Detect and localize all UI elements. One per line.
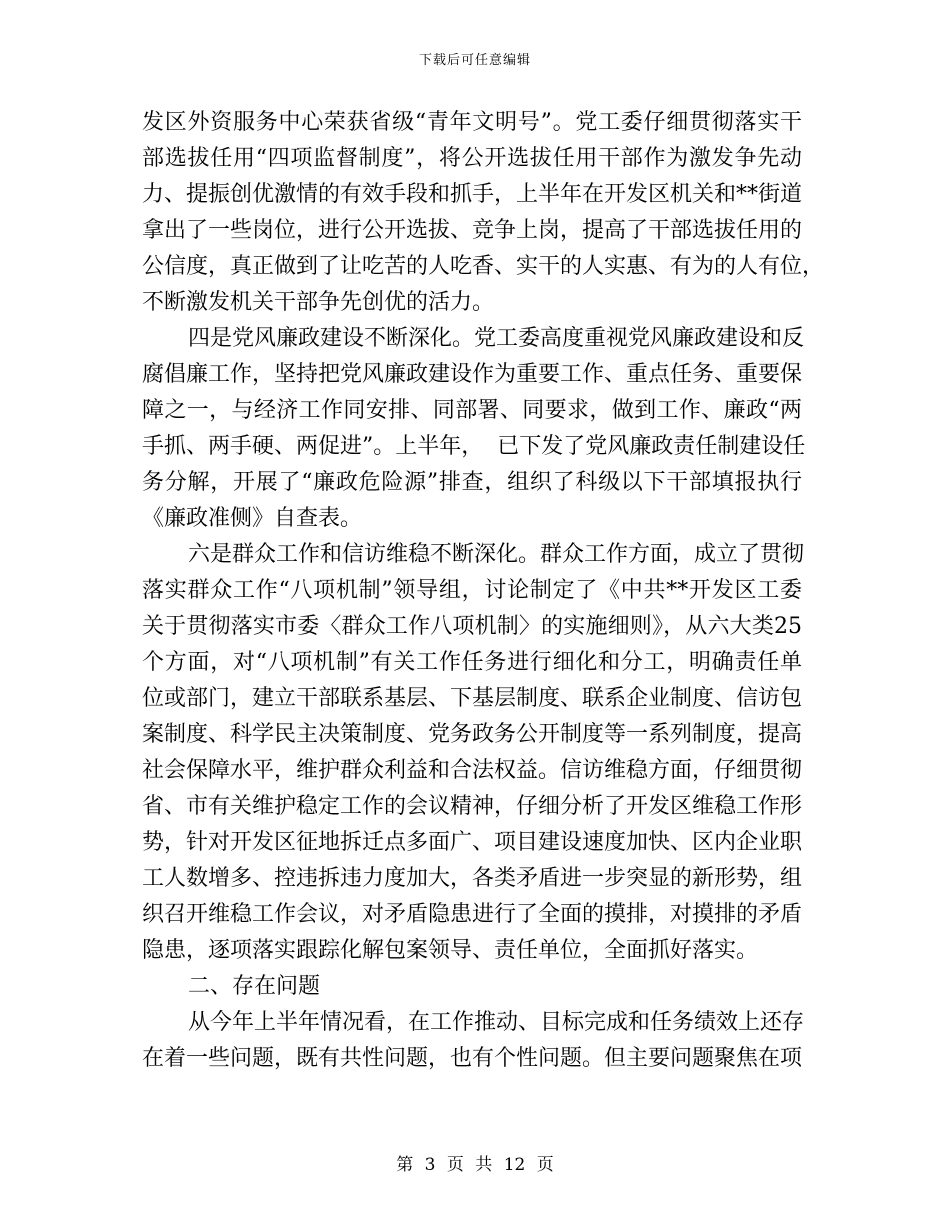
body-line: 位或部门，建立干部联系基层、下基层制度、联系企业制度、信访包 (142, 686, 803, 711)
body-line: 在着一些问题，既有共性问题，也有个性问题。但主要问题聚焦在项 (142, 1046, 803, 1071)
body-line: 腐倡廉工作，坚持把党风廉政建设作为重要工作、重点任务、重要保 (142, 362, 803, 387)
body-line: 个方面，对“八项机制”有关工作任务进行细化和分工，明确责任单 (142, 650, 802, 675)
body-line: 不断激发机关干部争先创优的活力。 (142, 290, 495, 315)
body-line: 关于贯彻落实市委〈群众工作八项机制〉的实施细则》，从六大类25 (142, 614, 802, 639)
body-line: 手抓、两手硬、两促进”。上半年， 已下发了党风廉政责任制建设任 (142, 434, 806, 459)
page-header-note: 下载后可任意编辑 (418, 53, 531, 68)
body-line: 《廉政准侧》自查表。 (142, 506, 363, 531)
body-line: 隐患，逐项落实跟踪化解包案领导、责任单位，全面抓好落实。 (142, 938, 759, 963)
body-line: 公信度，真正做到了让吃苦的人吃香、实干的人实惠、有为的人有位， (142, 254, 825, 279)
body-line: 省、市有关维护稳定工作的会议精神，仔细分析了开发区维稳工作形 (142, 794, 803, 819)
document-body (142, 105, 825, 1077)
body-line: 拿出了一些岗位，进行公开选拔、竞争上岗，提高了干部选拔任用的 (142, 218, 803, 243)
body-line: 力、提振创优激情的有效手段和抓手，上半年在开发区机关和**街道 (142, 182, 803, 207)
body-line: 部选拔任用“四项监督制度”，将公开选拔任用干部作为激发争先动 (142, 146, 802, 171)
body-line: 障之一，与经济工作同安排、同部署、同要求，做到工作、廉政“两 (142, 398, 802, 423)
paragraph-start-line: 六是群众工作和信访维稳不断深化。群众工作方面，成立了贯彻 (188, 542, 805, 567)
body-line: 工人数增多、控违拆违力度加大，各类矛盾进一步突显的新形势，组 (142, 866, 803, 891)
body-line: 案制度、科学民主决策制度、党务政务公开制度等一系列制度，提高 (142, 722, 803, 747)
body-line: 务分解，开展了“廉政危险源”排查，组织了科级以下干部填报执行 (142, 470, 802, 495)
body-line: 织召开维稳工作会议，对矛盾隐患进行了全面的摸排，对摸排的矛盾 (142, 902, 803, 927)
body-line: 发区外资服务中心荣获省级“青年文明号”。党工委仔细贯彻落实干 (142, 110, 802, 135)
section-heading: 二、存在问题 (188, 974, 321, 999)
paragraph-start-line: 四是党风廉政建设不断深化。党工委高度重视党风廉政建设和反 (188, 326, 805, 351)
paragraph-start-line: 从今年上半年情况看，在工作推动、目标完成和任务绩效上还存 (188, 1010, 805, 1035)
body-line: 落实群众工作“八项机制”领导组，讨论制定了《中共**开发区工委 (142, 578, 802, 603)
body-line: 社会保障水平，维护群众利益和合法权益。信访维稳方面，仔细贯彻 (142, 758, 803, 783)
body-line: 势，针对开发区征地拆迁点多面广、项目建设速度加快、区内企业职 (142, 830, 803, 855)
page-number: 第 3 页 共 12 页 (396, 1155, 554, 1175)
